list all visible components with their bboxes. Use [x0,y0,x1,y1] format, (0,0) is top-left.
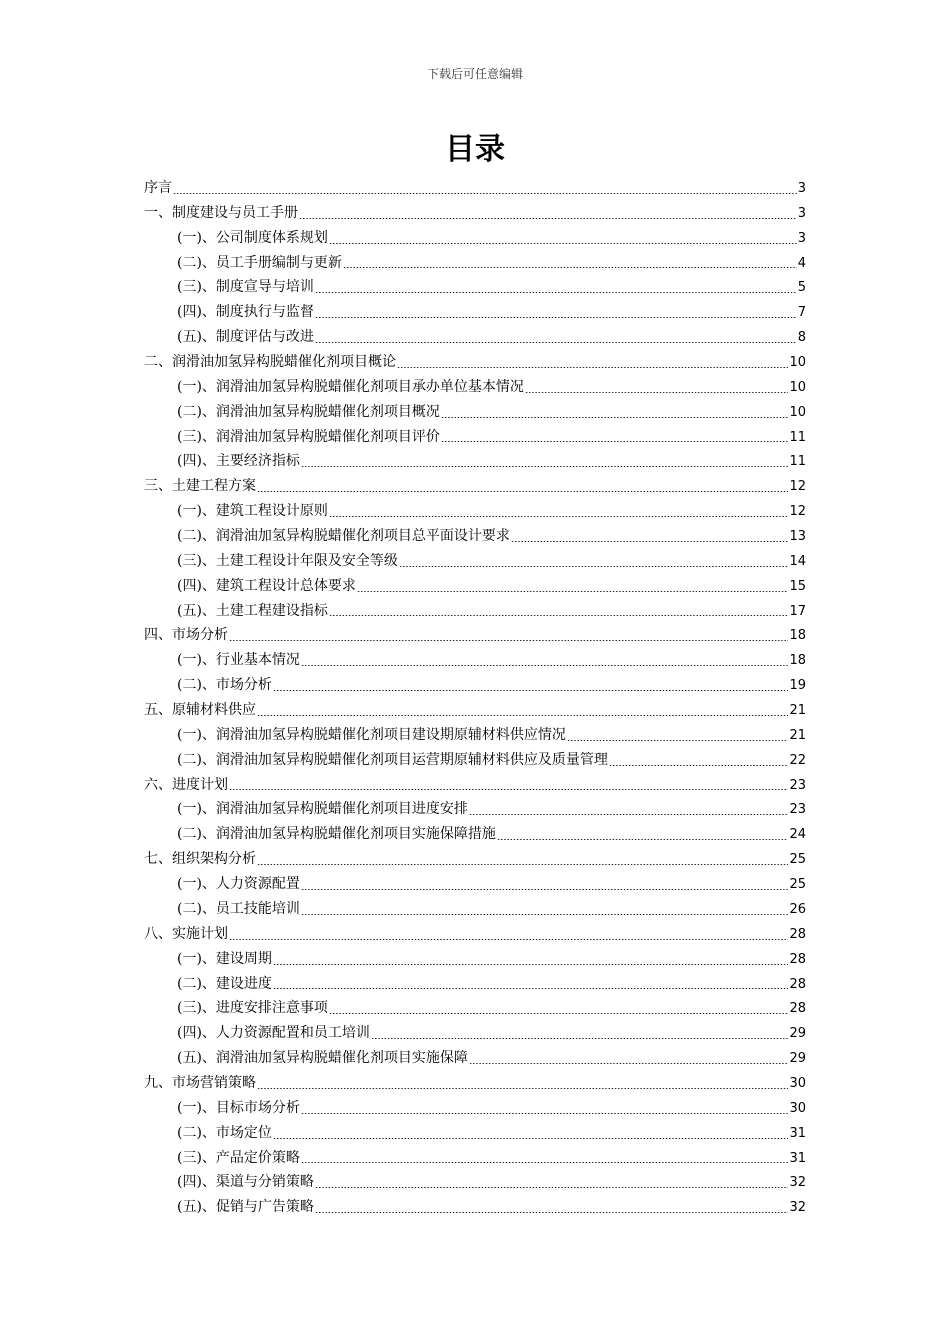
toc-dot-leader [329,516,789,517]
toc-entry-label: (四)、主要经济指标 [177,453,300,470]
toc-section-entry[interactable] [144,350,806,375]
toc-entry-label: (四)、人力资源配置和员工培训 [177,1025,370,1042]
toc-dot-leader [329,615,789,616]
toc-entry-label: 四、市场分析 [144,627,228,644]
toc-dot-leader [229,939,788,940]
toc-page-number: 3 [797,230,806,246]
toc-page-number: 28 [789,951,806,967]
toc-entry-label: 七、组织架构分析 [144,851,256,868]
toc-entry-label: (一)、润滑油加氢异构脱蜡催化剂项目进度安排 [177,801,468,818]
toc-subsection-entry[interactable] [144,748,806,773]
toc-dot-leader [511,541,789,542]
toc-subsection-entry[interactable] [144,1170,806,1195]
toc-page-number: 25 [789,852,806,868]
toc-subsection-entry[interactable] [144,673,806,698]
toc-dot-leader [399,566,789,567]
toc-dot-leader [343,267,797,268]
toc-page-number: 17 [789,603,806,619]
toc-page-number: 7 [797,305,806,321]
toc-page-number: 23 [789,777,806,793]
toc-page-number: 10 [789,355,806,371]
toc-entry-label: (二)、员工技能培训 [177,900,300,917]
toc-dot-leader [229,640,788,641]
toc-entry-label: (三)、产品定价策略 [177,1149,300,1166]
toc-entry-label: (二)、市场定位 [177,1124,272,1141]
toc-entry-label: (二)、润滑油加氢异构脱蜡催化剂项目实施保障措施 [177,826,496,843]
toc-dot-leader [315,1212,789,1213]
toc-page-number: 18 [789,653,806,669]
toc-section-entry[interactable] [144,176,806,201]
toc-dot-leader [397,367,788,368]
toc-entry-label: (二)、建设进度 [177,975,272,992]
toc-page-number: 28 [789,926,806,942]
toc-page-number: 14 [789,553,806,569]
toc-entry-label: (五)、促销与广告策略 [177,1199,314,1216]
table-of-contents [144,176,806,1220]
toc-entry-label: (五)、润滑油加氢异构脱蜡催化剂项目实施保障 [177,1050,468,1067]
toc-dot-leader [173,193,797,194]
toc-subsection-entry[interactable] [144,599,806,624]
toc-subsection-entry[interactable] [144,872,806,897]
toc-section-entry[interactable] [144,847,806,872]
toc-dot-leader [273,1138,789,1139]
toc-subsection-entry[interactable] [144,400,806,425]
toc-entry-label: (三)、制度宣导与培训 [177,279,314,296]
toc-subsection-entry[interactable] [144,300,806,325]
toc-entry-label: 序言 [144,180,172,196]
toc-subsection-entry[interactable] [144,325,806,350]
toc-subsection-entry[interactable] [144,1096,806,1121]
toc-dot-leader [469,814,789,815]
toc-section-entry[interactable] [144,773,806,798]
toc-section-entry[interactable] [144,623,806,648]
toc-page-number: 23 [789,802,806,818]
toc-dot-leader [273,690,789,691]
toc-entry-label: 八、实施计划 [144,925,228,942]
toc-page-number: 13 [789,529,806,545]
toc-dot-leader [357,591,789,592]
toc-entry-label: (一)、建设周期 [177,950,272,967]
toc-section-entry[interactable] [144,922,806,947]
toc-page-number: 10 [789,404,806,420]
toc-entry-label: (一)、目标市场分析 [177,1099,300,1116]
toc-page-number: 12 [789,479,806,495]
toc-page-number: 3 [797,181,806,196]
toc-subsection-entry[interactable] [144,947,806,972]
toc-dot-leader [329,243,797,244]
toc-entry-label: (二)、市场分析 [177,677,272,694]
toc-entry-label: 三、土建工程方案 [144,478,256,495]
toc-dot-leader [301,665,789,666]
toc-page-number: 11 [789,454,806,470]
toc-entry-label: (三)、进度安排注意事项 [177,1000,328,1017]
toc-page-number: 28 [789,976,806,992]
toc-entry-label: (三)、润滑油加氢异构脱蜡催化剂项目评价 [177,428,440,445]
toc-page-number: 18 [789,628,806,644]
toc-dot-leader [299,218,797,219]
toc-page-number: 28 [789,1001,806,1017]
toc-dot-leader [273,988,789,989]
toc-section-entry[interactable] [144,1071,806,1096]
toc-dot-leader [315,292,797,293]
toc-page-number: 31 [789,1150,806,1166]
toc-page-number: 4 [797,255,806,271]
toc-page-number: 29 [789,1026,806,1042]
toc-page-number: 26 [789,901,806,917]
toc-page-number: 32 [789,1200,806,1216]
toc-entry-label: 六、进度计划 [144,776,228,793]
toc-subsection-entry[interactable] [144,425,806,450]
toc-dot-leader [315,1187,789,1188]
toc-subsection-entry[interactable] [144,723,806,748]
toc-entry-label: (五)、土建工程建设指标 [177,602,328,619]
toc-dot-leader [315,342,797,343]
toc-subsection-entry[interactable] [144,1046,806,1071]
toc-page-number: 29 [789,1051,806,1067]
toc-subsection-entry[interactable] [144,797,806,822]
toc-entry-label: (二)、员工手册编制与更新 [177,254,342,271]
toc-subsection-entry[interactable] [144,499,806,524]
toc-section-entry[interactable] [144,474,806,499]
toc-dot-leader [257,715,788,716]
toc-dot-leader [609,765,789,766]
toc-title: 目录 [445,132,505,167]
toc-dot-leader [229,789,788,790]
toc-dot-leader [469,1063,789,1064]
toc-subsection-entry[interactable] [144,1021,806,1046]
toc-entry-label: (二)、润滑油加氢异构脱蜡催化剂项目总平面设计要求 [177,528,510,545]
toc-subsection-entry[interactable] [144,549,806,574]
toc-dot-leader [441,441,789,442]
toc-section-entry[interactable] [144,698,806,723]
toc-subsection-entry[interactable] [144,375,806,400]
toc-dot-leader [257,491,788,492]
toc-dot-leader [525,392,789,393]
toc-entry-label: (二)、润滑油加氢异构脱蜡催化剂项目运营期原辅材料供应及质量管理 [177,751,608,768]
toc-page-number: 11 [789,429,806,445]
toc-page-number: 30 [789,1075,806,1091]
toc-dot-leader [329,1013,789,1014]
toc-page-number: 10 [789,379,806,395]
toc-entry-label: 二、润滑油加氢异构脱蜡催化剂项目概论 [144,354,396,371]
toc-subsection-entry[interactable] [144,251,806,276]
toc-entry-label: (一)、润滑油加氢异构脱蜡催化剂项目建设期原辅材料供应情况 [177,726,566,743]
toc-subsection-entry[interactable] [144,1121,806,1146]
toc-dot-leader [315,317,797,318]
toc-page-number: 21 [789,703,806,719]
toc-subsection-entry[interactable] [144,574,806,599]
page-header-note: 下载后可任意编辑 [426,67,523,81]
toc-dot-leader [497,839,789,840]
toc-section-entry[interactable] [144,201,806,226]
toc-subsection-entry[interactable] [144,226,806,251]
toc-page-number: 21 [789,727,806,743]
toc-dot-leader [301,889,789,890]
toc-page-number: 31 [789,1125,806,1141]
toc-dot-leader [257,1088,788,1089]
toc-page-number: 15 [789,578,806,594]
toc-subsection-entry[interactable] [144,1195,806,1220]
toc-entry-label: 一、制度建设与员工手册 [144,204,298,221]
toc-page-number: 24 [789,827,806,843]
toc-dot-leader [273,964,789,965]
toc-entry-label: (一)、建筑工程设计原则 [177,503,328,520]
toc-page-number: 30 [789,1100,806,1116]
toc-dot-leader [371,1038,789,1039]
toc-subsection-entry[interactable] [144,648,806,673]
toc-entry-label: (三)、土建工程设计年限及安全等级 [177,552,398,569]
toc-subsection-entry[interactable] [144,449,806,474]
toc-entry-label: (一)、行业基本情况 [177,652,300,669]
toc-page-number: 19 [789,678,806,694]
toc-dot-leader [301,1162,789,1163]
toc-entry-label: (四)、建筑工程设计总体要求 [177,577,356,594]
toc-dot-leader [441,417,789,418]
toc-page-number: 3 [797,205,806,221]
toc-page-number: 25 [789,877,806,893]
toc-entry-label: (五)、制度评估与改进 [177,329,314,346]
toc-subsection-entry[interactable] [144,897,806,922]
toc-entry-label: (四)、渠道与分销策略 [177,1174,314,1191]
toc-subsection-entry[interactable] [144,822,806,847]
toc-subsection-entry[interactable] [144,996,806,1021]
toc-subsection-entry[interactable] [144,972,806,997]
toc-page-number: 22 [789,752,806,768]
toc-dot-leader [567,740,789,741]
toc-dot-leader [257,864,788,865]
toc-subsection-entry[interactable] [144,524,806,549]
toc-entry-label: (二)、润滑油加氢异构脱蜡催化剂项目概况 [177,403,440,420]
toc-entry-label: 五、原辅材料供应 [144,702,256,719]
toc-page-number: 5 [797,280,806,296]
toc-page-number: 8 [797,330,806,346]
toc-subsection-entry[interactable] [144,1146,806,1171]
toc-page-number: 32 [789,1175,806,1191]
toc-entry-label: (一)、润滑油加氢异构脱蜡催化剂项目承办单位基本情况 [177,378,524,395]
toc-subsection-entry[interactable] [144,275,806,300]
toc-entry-label: (四)、制度执行与监督 [177,304,314,321]
toc-dot-leader [301,1113,789,1114]
toc-entry-label: 九、市场营销策略 [144,1074,256,1091]
toc-dot-leader [301,466,789,467]
toc-dot-leader [301,914,789,915]
toc-entry-label: (一)、人力资源配置 [177,876,300,893]
toc-page-number: 12 [789,504,806,520]
toc-entry-label: (一)、公司制度体系规划 [177,229,328,246]
